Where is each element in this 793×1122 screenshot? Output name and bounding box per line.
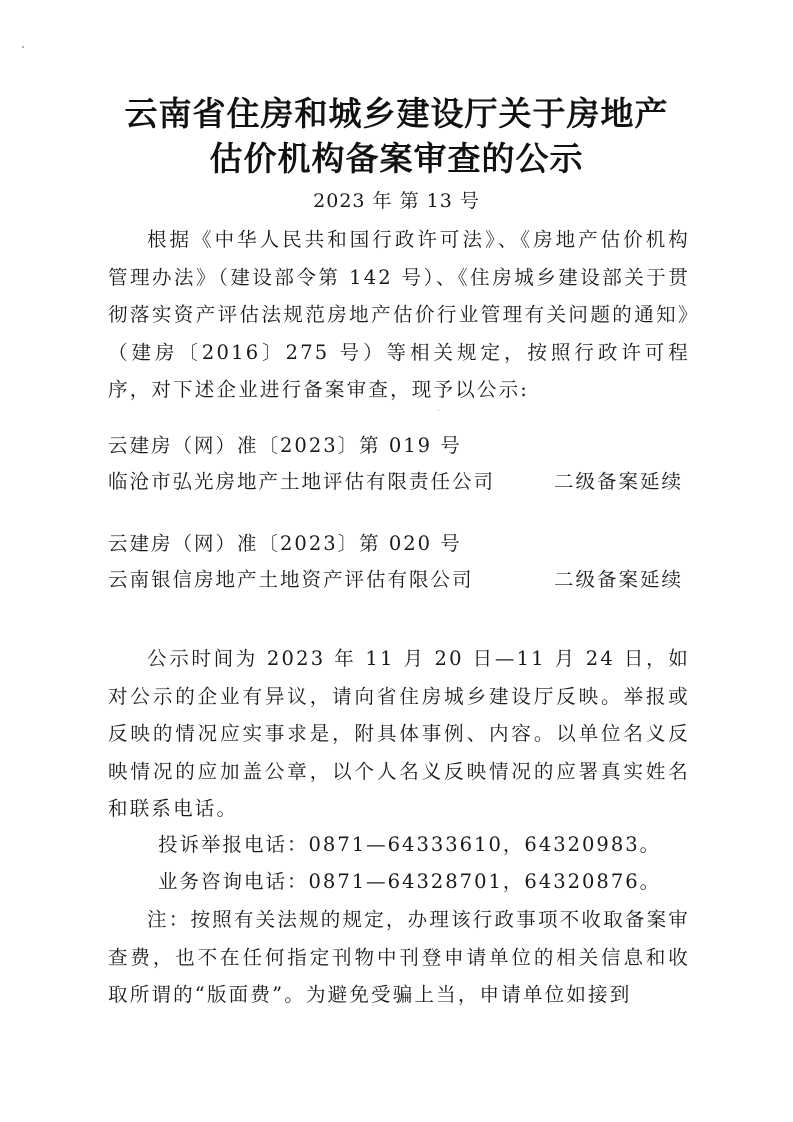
complaint-phone-line: 投诉举报电话：0871—64333610，64320983。 — [158, 833, 662, 856]
entry-status: 二级备案延续 — [554, 470, 684, 493]
note-paragraph: 注：按照有关法规的规定，办理该行政事项不收取备案审查费，也不在任何指定刊物中刊登申请单位的相关信息和收取所谓的“版面费”。为避免受骗上当，申请单位如接到 — [108, 908, 690, 1006]
document-title-line2: 估价机构备案审查的公示 — [209, 139, 584, 178]
entry-company-name: 临沧市弘光房地产土地评估有限责任公司 — [108, 470, 496, 493]
intro-paragraph: 根据《中华人民共和国行政许可法》、《房地产估价机构管理办法》（建设部令第 142 号）、《住房城乡建设部关于贯彻落实资产评估法规范房地产估价行业管理有关问题的通知》（建房〔2016〕275 号）等相关规定，按照行政许可程序，对下述企业进行备案审查，现予以公示: — [108, 228, 690, 401]
entry-company-name: 云南银信房地产土地资产评估有限公司 — [108, 568, 474, 591]
document-number: 2023 年 第 13 号 — [313, 190, 480, 212]
entry-registration-number: 云建房（网）准〔2023〕第 020 号 — [108, 532, 462, 555]
document-title-line1: 云南省住房和城乡建设厅关于房地产 — [124, 94, 669, 133]
notice-paragraph: 公示时间为 2023 年 11 月 20 日—11 月 24 日，如对公示的企业有异议，请向省住房城乡建设厅反映。举报或反映的情况应实事求是，附具体事例、内容。以单位名义反映情况的应加盖公章，以个人名义反映情况的应署真实姓名和联系电话。 — [108, 647, 690, 820]
entry-status: 二级备案延续 — [554, 568, 684, 591]
scan-speck — [438, 410, 439, 411]
business-phone-line: 业务咨询电话：0871—64328701，64320876。 — [158, 870, 662, 893]
entry-registration-number: 云建房（网）准〔2023〕第 019 号 — [108, 434, 462, 457]
scan-speck — [22, 46, 24, 48]
